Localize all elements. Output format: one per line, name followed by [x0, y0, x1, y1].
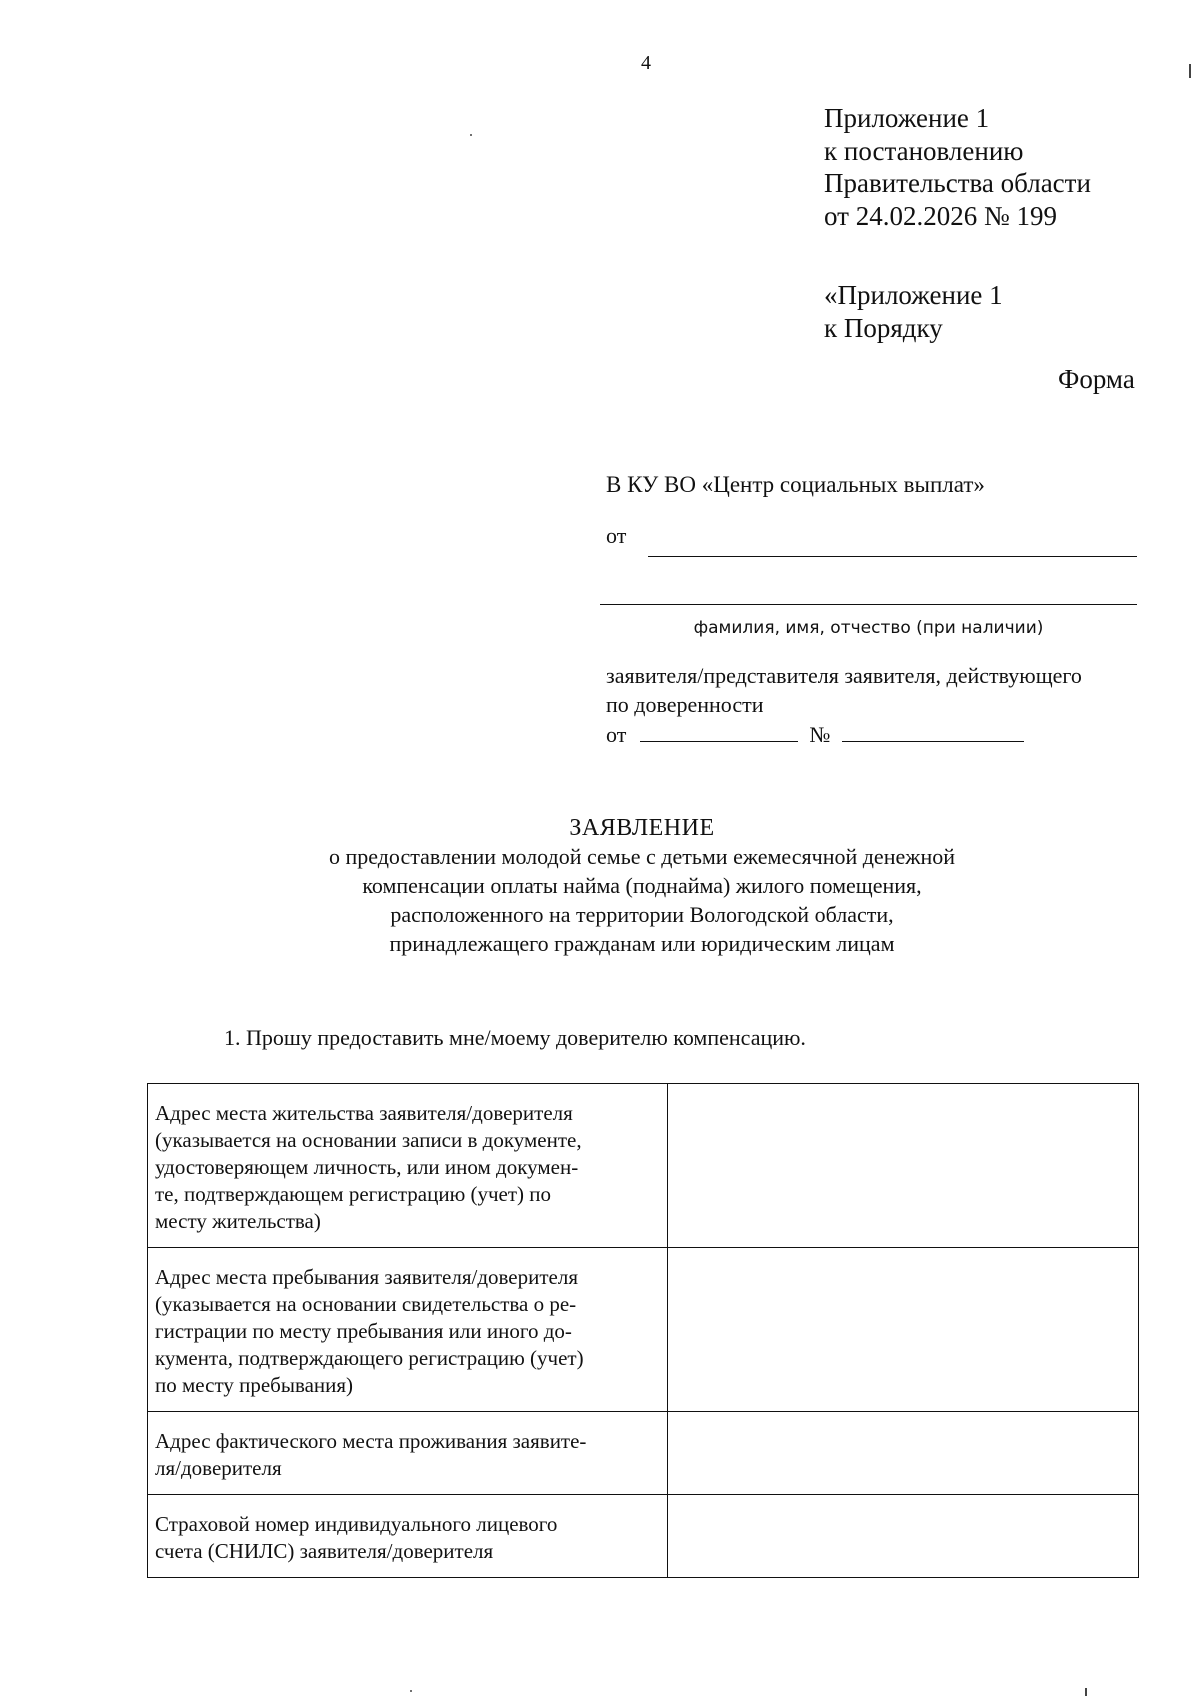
order-appendix-line: «Приложение 1	[824, 280, 1003, 310]
row-value-residence-address[interactable]	[668, 1084, 1139, 1248]
table-row	[148, 1248, 1139, 1412]
request-paragraph: 1. Прошу предоставить мне/моему доверителю компенсацию.	[224, 1025, 806, 1050]
applicant-role-line: по доверенности	[606, 692, 764, 717]
subtitle-line: о предоставлении молодой семье с детьми ежемесячной денежной	[328, 844, 955, 869]
row-label-line: Адрес фактического места проживания заявите-	[155, 1429, 587, 1453]
row-label-line: по месту пребывания)	[155, 1373, 354, 1397]
form-label: Форма	[1058, 364, 1135, 394]
scan-speck	[470, 134, 472, 136]
row-label-residence-address	[148, 1084, 668, 1248]
row-label-stay-address	[148, 1248, 668, 1412]
appendix-line: Правительства области	[824, 168, 1091, 198]
applicant-name-field-line-1[interactable]	[648, 556, 1137, 557]
applicant-name-field-line-2[interactable]	[600, 604, 1137, 605]
order-appendix-header	[824, 279, 1003, 344]
row-label-line: Адрес места жительства заявителя/доверителя	[155, 1101, 573, 1125]
row-label-snils	[148, 1495, 668, 1578]
recipient-line: В КУ ВО «Центр социальных выплат»	[606, 472, 985, 497]
scan-speck	[1085, 1688, 1087, 1696]
row-label-line: гистрации по месту пребывания или иного до-	[155, 1319, 572, 1343]
row-label-line: (указывается на основании записи в документе,	[155, 1128, 582, 1152]
appendix-line: Приложение 1	[824, 103, 990, 133]
table-row	[148, 1412, 1139, 1495]
row-label-line: счета (СНИЛС) заявителя/доверителя	[155, 1539, 494, 1563]
row-label-line: удостоверяющем личность, или ином докумен-	[155, 1155, 579, 1179]
row-value-actual-address[interactable]	[668, 1412, 1139, 1495]
scan-speck	[410, 1690, 412, 1692]
scan-speck	[1189, 64, 1191, 78]
row-label-line: (указывается на основании свидетельства о ре-	[155, 1292, 577, 1316]
appendix-header	[824, 102, 1091, 232]
poa-number-field[interactable]	[842, 721, 1024, 742]
table-row	[148, 1495, 1139, 1578]
poa-date-field[interactable]	[640, 721, 798, 742]
row-label-line: те, подтверждающем регистрацию (учет) по	[155, 1182, 552, 1206]
row-label-line: Адрес места пребывания заявителя/доверителя	[155, 1265, 578, 1289]
order-appendix-line: к Порядку	[824, 312, 943, 343]
from-label: от	[606, 523, 627, 548]
page-number: 4	[641, 52, 651, 74]
applicant-role	[606, 661, 1082, 719]
row-label-line: месту жительства)	[155, 1209, 321, 1233]
table-row	[148, 1084, 1139, 1248]
row-value-snils[interactable]	[668, 1495, 1139, 1578]
appendix-line: от 24.02.2026 № 199	[824, 200, 1057, 231]
poa-from-label: от	[606, 722, 627, 747]
row-label-line: ля/доверителя	[155, 1456, 282, 1480]
subtitle-line: принадлежащего гражданам или юридическим лицам	[389, 931, 895, 956]
document-subtitle	[0, 842, 1200, 958]
poa-number-label: №	[809, 722, 831, 747]
document-title: ЗАЯВЛЕНИЕ	[569, 815, 715, 841]
appendix-line: к постановлению	[824, 135, 1024, 166]
row-value-stay-address[interactable]	[668, 1248, 1139, 1412]
name-caption: фамилия, имя, отчество (при наличии)	[693, 618, 1044, 638]
row-label-line: кумента, подтверждающего регистрацию (учет)	[155, 1346, 584, 1370]
subtitle-line: компенсации оплаты найма (поднайма) жилого помещения,	[362, 873, 922, 898]
row-label-actual-address	[148, 1412, 668, 1495]
applicant-info-table	[147, 1083, 1139, 1578]
applicant-role-line: заявителя/представителя заявителя, действующего	[606, 663, 1082, 688]
row-label-line: Страховой номер индивидуального лицевого	[155, 1512, 558, 1536]
subtitle-line: расположенного на территории Вологодской области,	[390, 902, 894, 927]
power-of-attorney-row	[606, 721, 1024, 748]
